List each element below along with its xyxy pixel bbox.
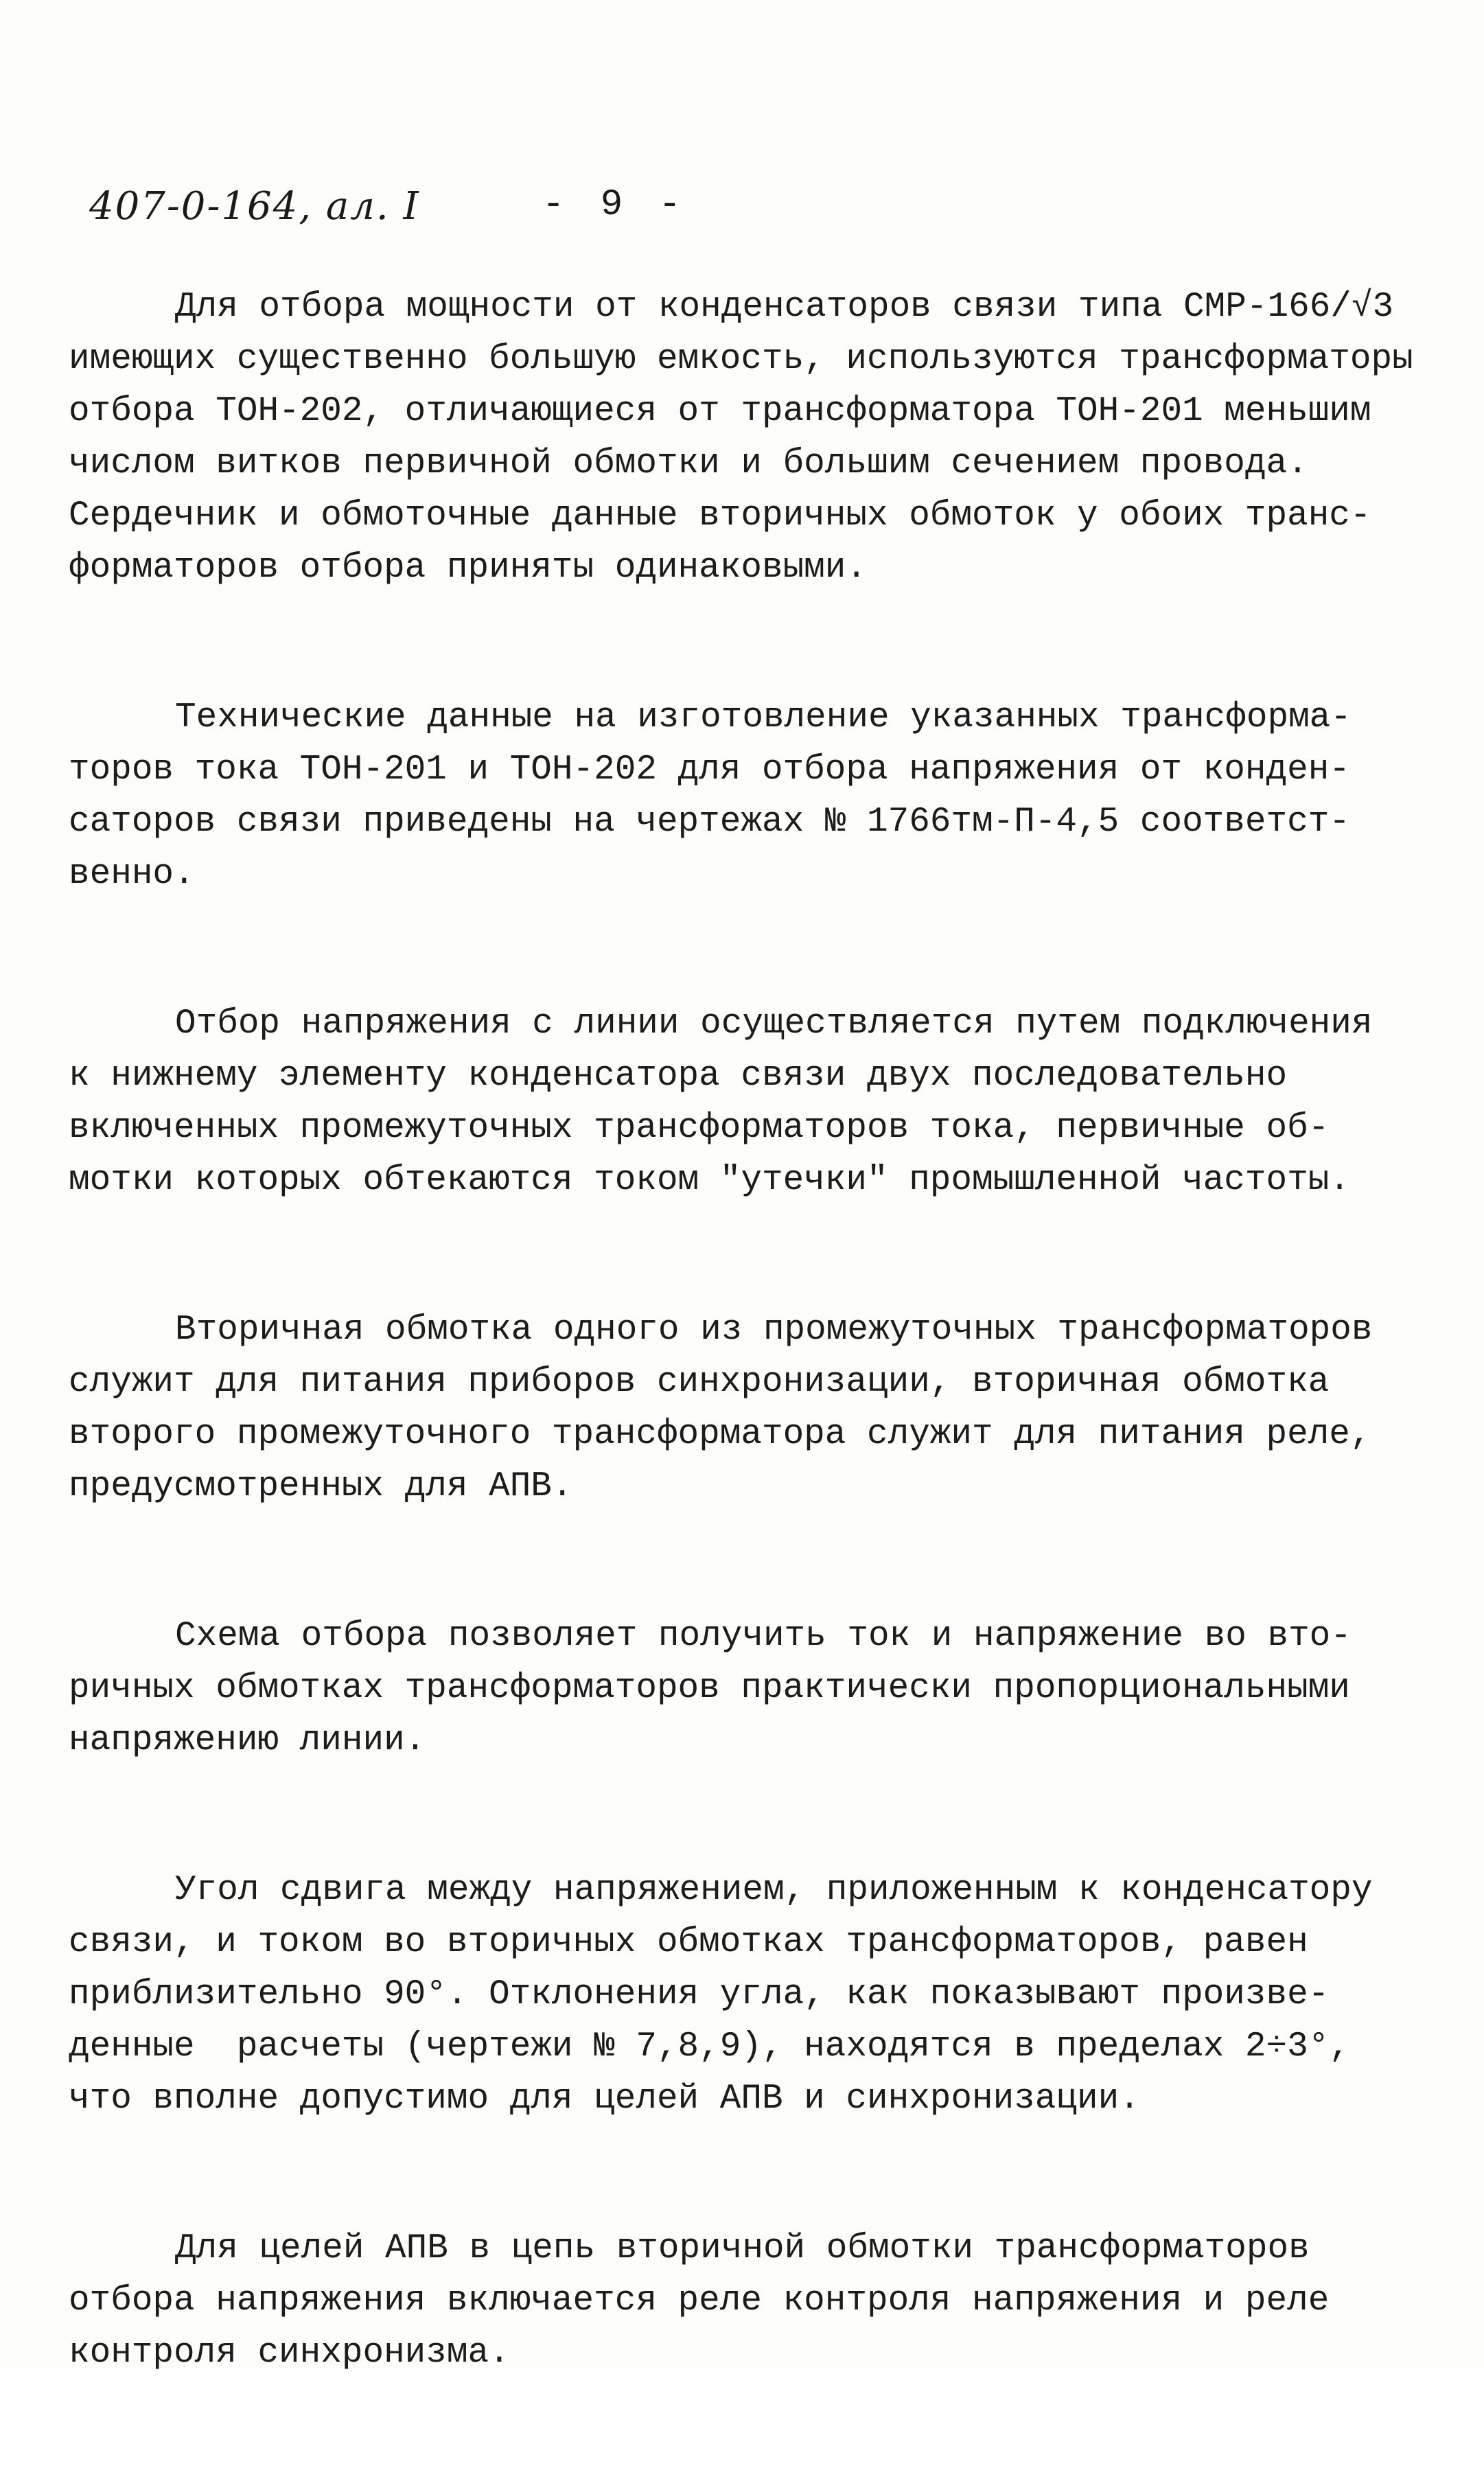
paragraph-4 xyxy=(69,1304,1414,1513)
paragraph-line: напряжению линии. xyxy=(69,1721,426,1760)
paragraph-line: Отбор напряжения с линии осуществляется путем подключения xyxy=(175,1004,1373,1044)
paragraph-line: Схема отбора позволяет получить ток и напряжение во вто- xyxy=(175,1617,1352,1656)
paragraph-line: предусмотренных для АПВ. xyxy=(69,1467,573,1506)
paragraph-line: мотки которых обтекаются током "утечки" промышленной частоты. xyxy=(69,1161,1350,1200)
paragraph-line: торов тока ТОН-201 и ТОН-202 для отбора напряжения от конден- xyxy=(69,750,1350,790)
paragraph-line: отбора ТОН-202, отличающиеся от трансформатора ТОН-201 меньшим xyxy=(69,392,1371,431)
paragraph-line: числом витков первичной обмотки и большим сечением провода. xyxy=(69,444,1308,483)
paragraph-line: включенных промежуточных трансформаторов тока, первичные об- xyxy=(69,1109,1330,1148)
paragraph-line: Угол сдвига между напряжением, приложенным к конденсатору xyxy=(175,1871,1373,1910)
document-code: 407-0-164, ал. I xyxy=(89,184,420,229)
page-header xyxy=(89,184,1393,246)
paragraph-line: контроля синхронизма. xyxy=(69,2334,510,2373)
paragraph-3 xyxy=(69,998,1414,1207)
paragraph-1 xyxy=(69,281,1414,595)
paragraph-line: второго промежуточного трансформатора служит для питания реле, xyxy=(69,1415,1371,1454)
paragraph-line: Для целей АПВ в цепь вторичной обмотки трансформаторов xyxy=(175,2229,1310,2268)
paragraph-5 xyxy=(69,1611,1414,1767)
paragraph-line: связи, и током во вторичных обмотках трансформаторов, равен xyxy=(69,1923,1308,1962)
paragraph-line: венно. xyxy=(69,855,195,894)
paragraph-line: приблизительно 90°. Отклонения угла, как показывают произве- xyxy=(69,1975,1330,2014)
paragraph-line: Технические данные на изготовление указанных трансформа- xyxy=(175,698,1352,737)
paragraph-line: Для отбора мощности от конденсаторов связи типа СМР-166/√3 xyxy=(175,288,1394,327)
paragraph-line: саторов связи приведены на чертежах № 1766тм-П-4,5 соответст- xyxy=(69,803,1350,842)
paragraph-line: форматоров отбора приняты одинаковыми. xyxy=(69,549,867,588)
paragraph-line: служит для питания приборов синхронизации, вторичная обмотка xyxy=(69,1363,1330,1402)
page-number: - 9 - xyxy=(542,184,688,226)
paragraph-line: Сердечник и обмоточные данные вторичных обмоток у обоих транс- xyxy=(69,496,1371,535)
paragraph-line: ричных обмотках трансформаторов практически пропорциональными xyxy=(69,1669,1350,1708)
paragraph-line: к нижнему элементу конденсатора связи двух последовательно xyxy=(69,1057,1288,1096)
paragraph-2 xyxy=(69,692,1414,901)
paragraph-line: имеющих существенно большую емкость, используются трансформаторы xyxy=(69,340,1413,379)
paragraph-6 xyxy=(69,1865,1414,2125)
paragraph-7 xyxy=(69,2223,1414,2380)
paragraph-line: что вполне допустимо для целей АПВ и синхронизации. xyxy=(69,2079,1140,2119)
paragraph-line: Вторичная обмотка одного из промежуточных трансформаторов xyxy=(175,1311,1373,1350)
paragraph-line: денные расчеты (чертежи № 7,8,9), находятся в пределах 2÷3°, xyxy=(69,2027,1350,2066)
document-body xyxy=(69,281,1414,2477)
paragraph-line: отбора напряжения включается реле контроля напряжения и реле xyxy=(69,2281,1330,2320)
